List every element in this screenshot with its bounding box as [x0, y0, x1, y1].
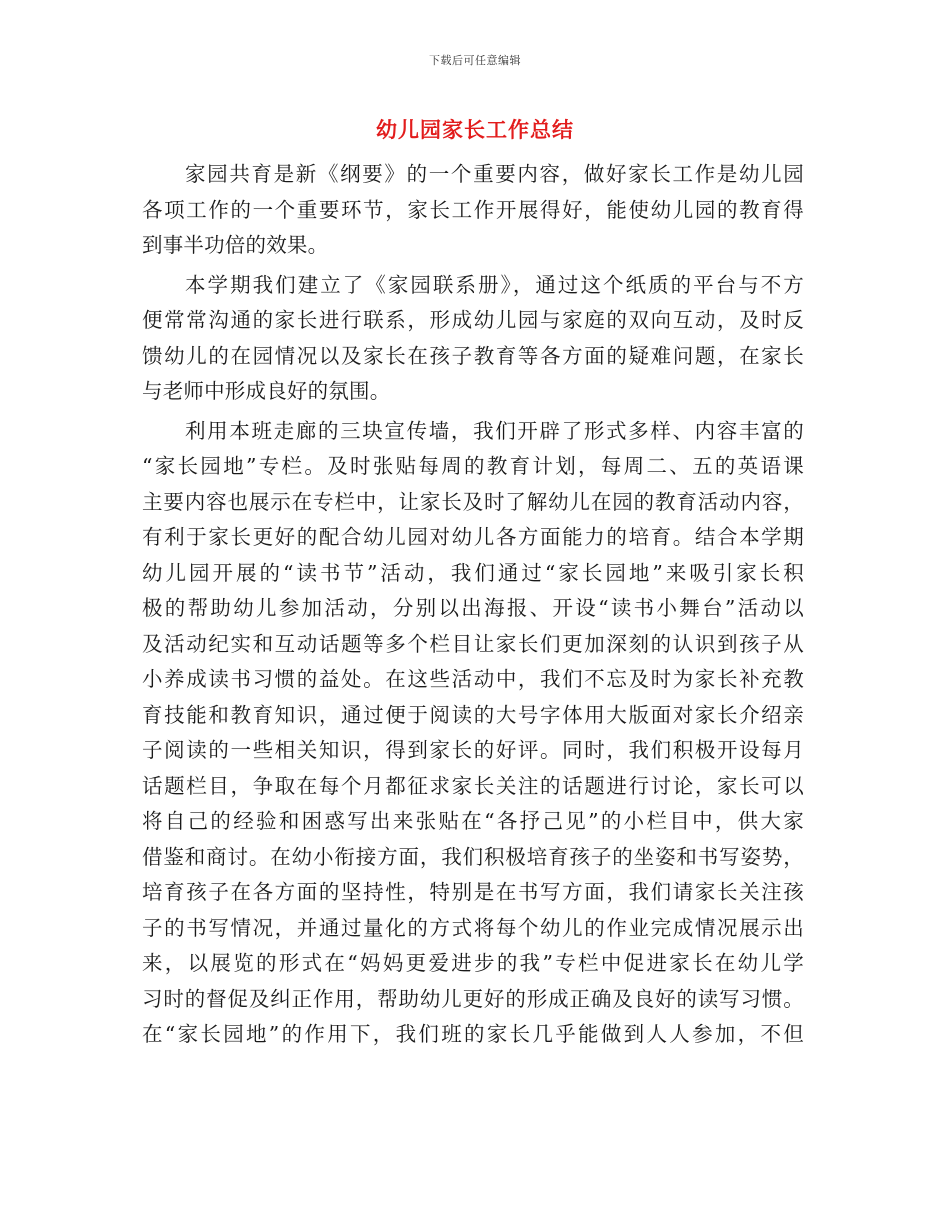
text-line: 习时的督促及纠正作用，帮助幼儿更好的形成正确及良好的读写习惯。: [142, 986, 804, 1011]
paragraph-1: [142, 157, 804, 264]
text-line: 到事半功倍的效果。: [142, 233, 329, 257]
text-line: 小养成读书习惯的益处。在这些活动中，我们不忘及时为家长补充教: [142, 667, 804, 691]
text-line: 便常常沟通的家长进行联系，形成幼儿园与家庭的双向互动，及时反: [142, 308, 804, 332]
header-note: 下载后可任意编辑: [429, 54, 521, 67]
text-line: 家园共育是新《纲要》的一个重要内容，做好家长工作是幼儿园: [185, 162, 804, 186]
document-body: [142, 157, 804, 1053]
text-line: 各项工作的一个重要环节，家长工作开展得好，能使幼儿园的教育得: [142, 197, 804, 222]
text-line: 借鉴和商讨。在幼小衔接方面，我们积极培育孩子的坐姿和书写姿势，: [142, 844, 804, 869]
text-line: 培育孩子在各方面的坚持性，特别是在书写方面，我们请家长关注孩: [142, 880, 804, 904]
text-line: 来，以展览的形式在“妈妈更爱进步的我”专栏中促进家长在幼儿学: [142, 951, 804, 975]
text-line: 幼儿园开展的“读书节”活动，我们通过“家长园地”来吸引家长积: [142, 560, 804, 585]
text-line: 话题栏目，争取在每个月都征求家长关注的话题进行讨论，家长可以: [142, 773, 804, 798]
text-line: 馈幼儿的在园情况以及家长在孩子教育等各方面的疑难问题，在家长: [142, 343, 804, 368]
document-title: 幼儿园家长工作总结: [376, 117, 574, 142]
text-line: 子阅读的一些相关知识，得到家长的好评。同时，我们积极开设每月: [142, 738, 804, 762]
text-line: 有利于家长更好的配合幼儿园对幼儿各方面能力的培育。结合本学期: [142, 525, 804, 549]
text-line: 利用本班走廊的三块宣传墙，我们开辟了形式多样、内容丰富的: [185, 418, 804, 443]
text-line: 极的帮助幼儿参加活动，分别以出海报、开设“读书小舞台”活动以: [142, 596, 804, 620]
text-line: “家长园地”专栏。及时张贴每周的教育计划，每周二、五的英语课: [142, 454, 804, 478]
text-line: 及活动纪实和互动话题等多个栏目让家长们更加深刻的认识到孩子从: [142, 631, 804, 656]
paragraph-2: [142, 268, 804, 410]
paragraph-3: [142, 414, 804, 1053]
text-line: 主要内容也展示在专栏中，让家长及时了解幼儿在园的教育活动内容，: [142, 489, 804, 514]
text-line: 育技能和教育知识，通过便于阅读的大号字体用大版面对家长介绍亲: [142, 702, 804, 727]
text-line: 子的书写情况，并通过量化的方式将每个幼儿的作业完成情况展示出: [142, 915, 804, 940]
text-line: 本学期我们建立了《家园联系册》，通过这个纸质的平台与不方: [185, 272, 804, 297]
text-line: 与老师中形成良好的氛围。: [142, 379, 391, 403]
text-line: 在“家长园地”的作用下，我们班的家长几乎能做到人人参加，不但: [142, 1022, 804, 1046]
text-line: 将自己的经验和困惑写出来张贴在“各抒己见”的小栏目中，供大家: [142, 809, 804, 833]
